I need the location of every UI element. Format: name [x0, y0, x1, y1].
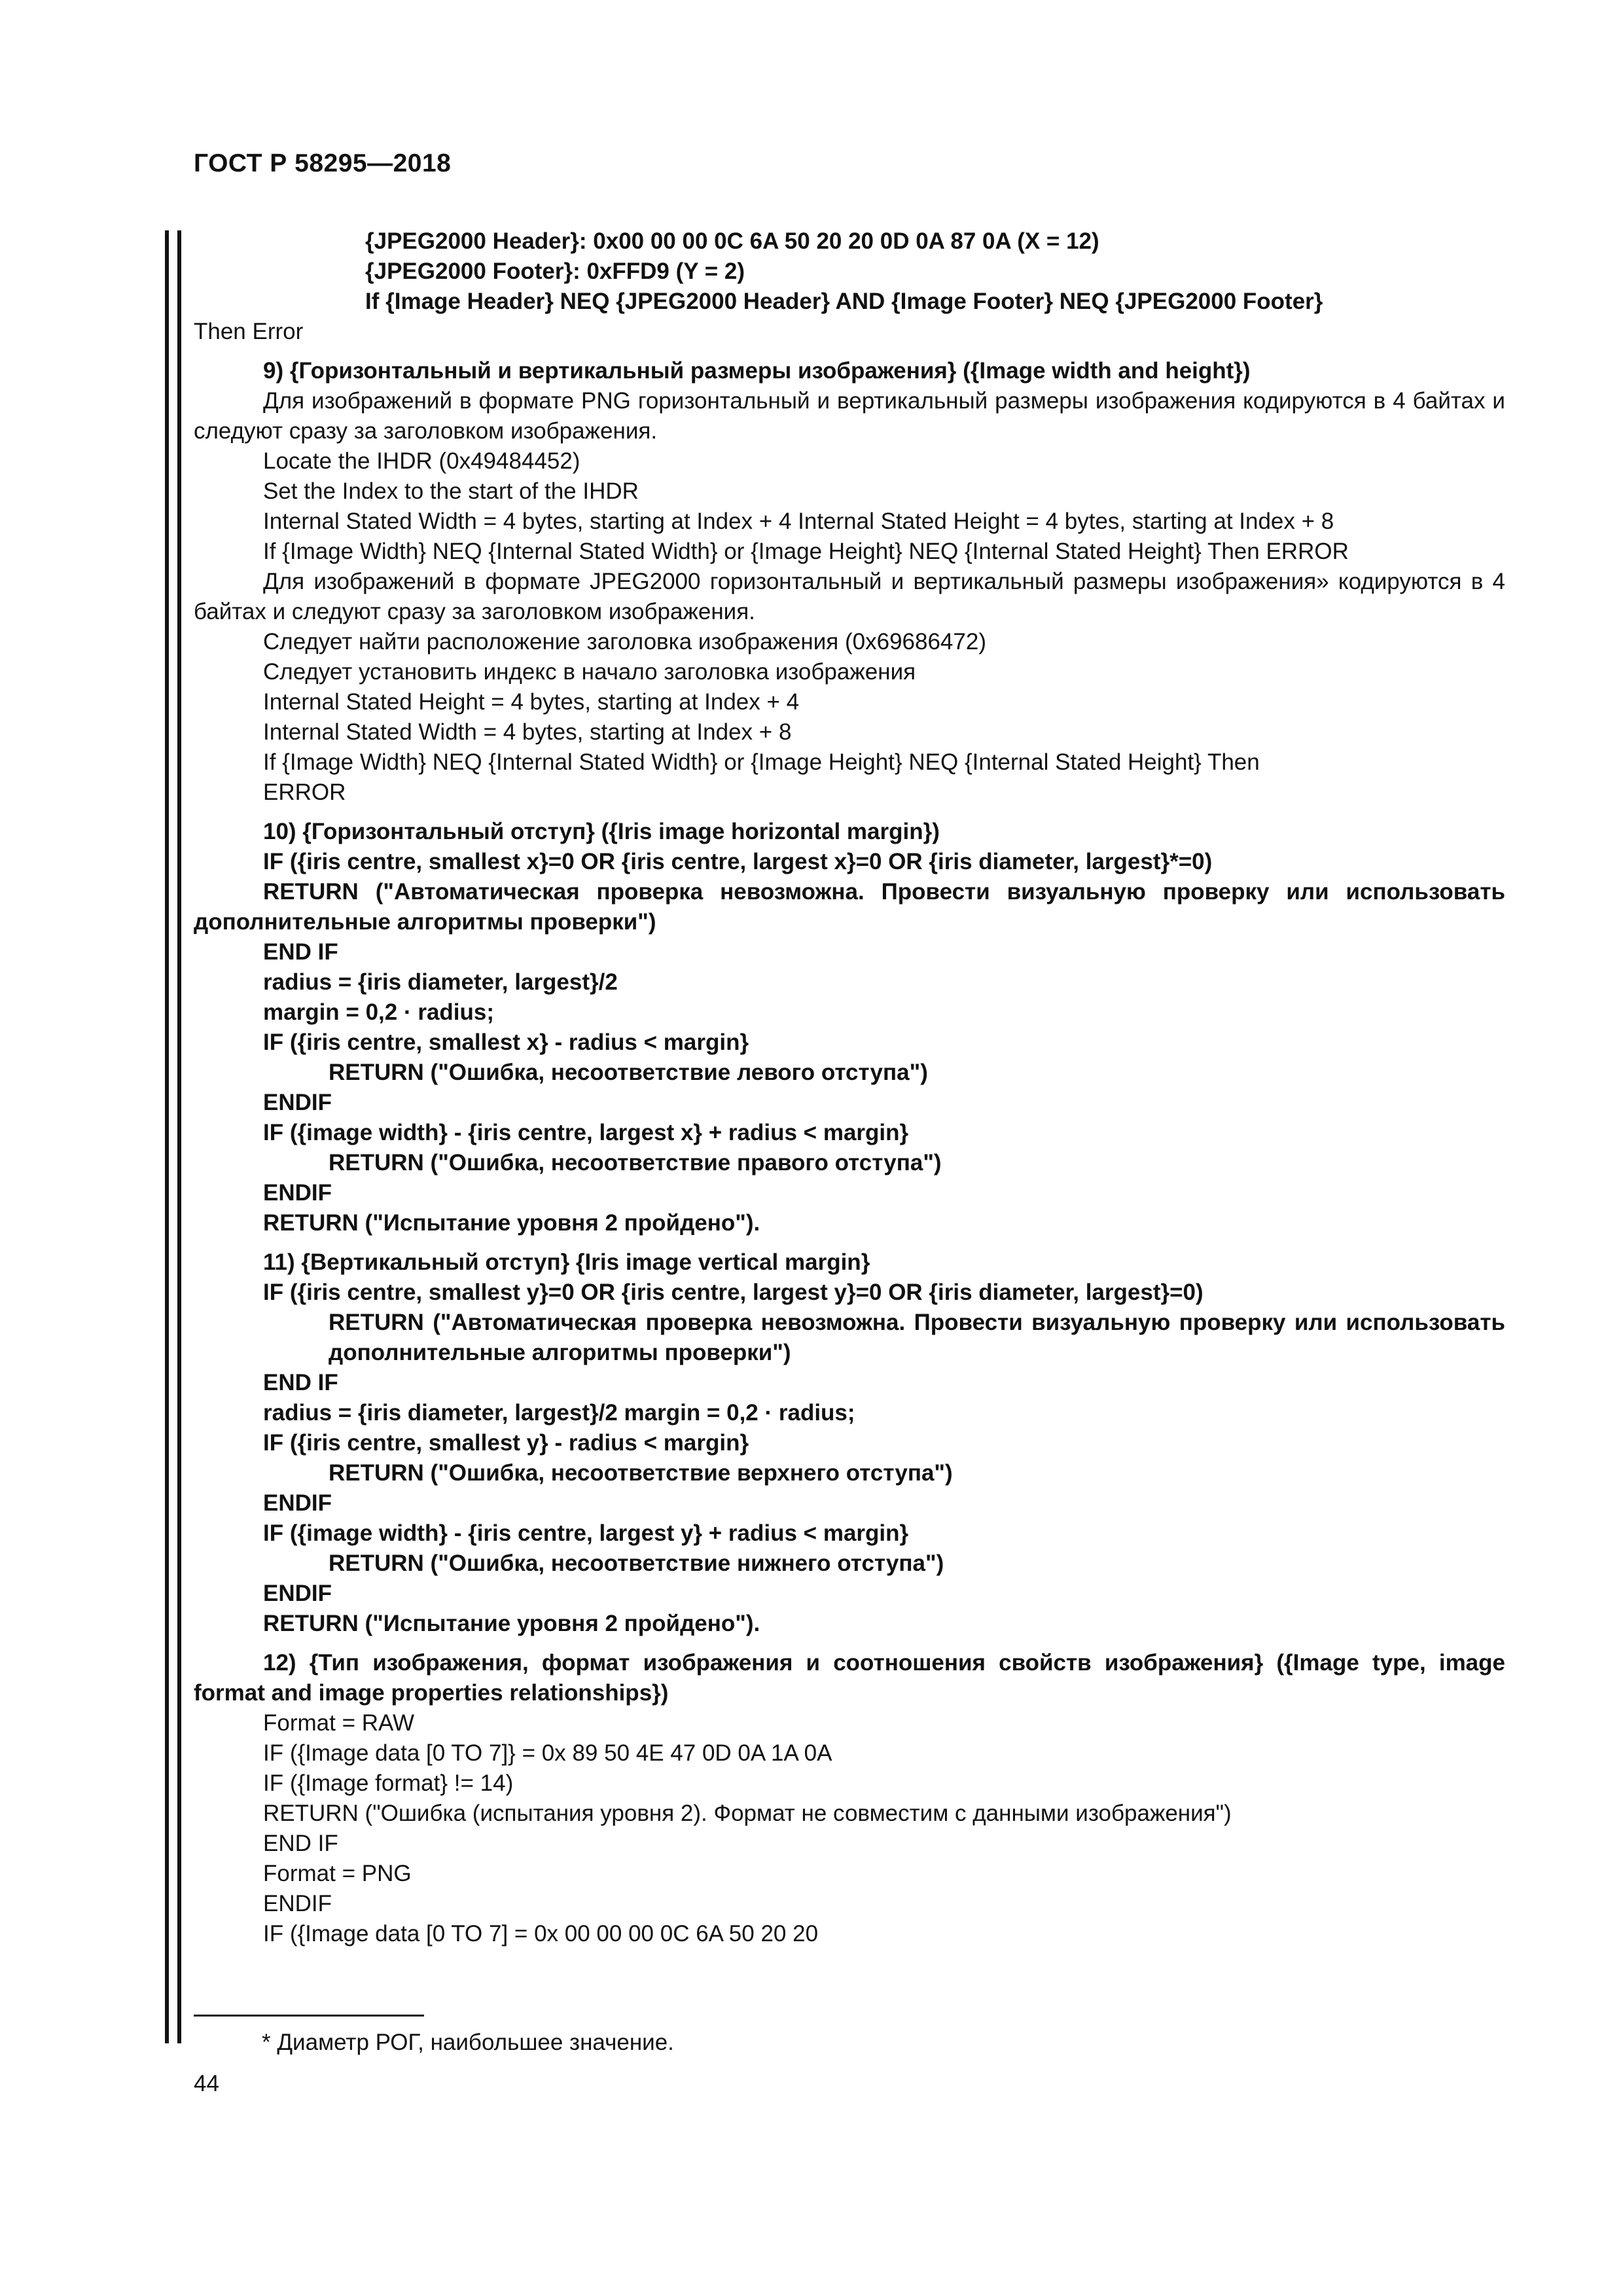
main-content: [194, 226, 1505, 1949]
code-line: IF ({iris centre, smallest x} - radius < margin}: [263, 1030, 749, 1055]
code-line: RETURN ("Ошибка, несоответствие правого отступа"): [329, 1150, 942, 1175]
footnote: * Диаметр РОГ, наибольшее значение.: [262, 2030, 674, 2055]
code-line: If {Image Width} NEQ {Internal Stated Width} or {Image Height} NEQ {Internal Stated Height} Then: [263, 749, 1260, 775]
page-number: 44: [194, 2071, 219, 2096]
code-line: Then Error: [194, 319, 304, 344]
footnote-separator: [194, 2015, 424, 2017]
code-line: RETURN ("Автоматическая проверка невозможна. Провести визуальную проверку или использовать дополнительные алгоритмы проверки"): [194, 879, 1505, 935]
code-line: END IF: [263, 1370, 338, 1395]
code-line: RETURN ("Автоматическая проверка невозможна. Провести визуальную проверку или использовать дополнительные алгоритмы проверки"): [329, 1310, 1505, 1365]
code-line: IF ({iris centre, smallest y}=0 OR {iris centre, largest y}=0 OR {iris diameter, largest}=0): [263, 1280, 1204, 1305]
code-line: RETURN ("Ошибка, несоответствие нижнего отступа"): [329, 1551, 944, 1576]
code-line: IF ({image width} - {iris centre, largest x} + radius < margin}: [263, 1120, 909, 1145]
code-line: Format = RAW: [263, 1710, 415, 1736]
code-line: END IF: [263, 1831, 338, 1856]
code-line: IF ({Image data [0 TO 7] = 0x 00 00 00 0C 6A 50 20 20: [263, 1921, 819, 1946]
code-line: ENDIF: [263, 1490, 332, 1516]
code-line: RETURN ("Испытание уровня 2 пройдено").: [263, 1210, 760, 1236]
code-line: margin = 0,2 · radius;: [263, 999, 495, 1025]
section-heading-12: 12) {Тип изображения, формат изображения и соотношения свойств изображения} ({Image type, image format and image properties relationships}): [194, 1650, 1505, 1706]
code-line: Locate the IHDR (0x49484452): [263, 448, 580, 474]
code-line: IF ({Image data [0 TO 7]} = 0x 89 50 4E 47 0D 0A 1A 0A: [263, 1740, 832, 1766]
section-heading-11: 11) {Вертикальный отступ} {Iris image vertical margin}: [263, 1249, 870, 1275]
code-line: IF ({iris centre, smallest y} - radius < margin}: [263, 1430, 749, 1456]
code-line: radius = {iris diameter, largest}/2 margin = 0,2 · radius;: [263, 1400, 855, 1426]
code-line: RETURN ("Испытание уровня 2 пройдено").: [263, 1611, 760, 1636]
code-line: ENDIF: [263, 1891, 332, 1916]
code-line: IF ({Image format} != 14): [263, 1770, 514, 1796]
code-line: END IF: [263, 939, 338, 965]
code-line: RETURN ("Ошибка, несоответствие верхнего отступа"): [329, 1460, 953, 1486]
code-line: ENDIF: [263, 1180, 332, 1206]
code-line: IF ({image width} - {iris centre, largest y} + radius < margin}: [263, 1520, 909, 1546]
code-line: Следует установить индекс в начало заголовка изображения: [263, 659, 916, 685]
code-line: Internal Stated Height = 4 bytes, starting at Index + 4: [263, 689, 800, 715]
code-line: Internal Stated Width = 4 bytes, starting at Index + 4 Internal Stated Height = 4 bytes, starting at Index + 8: [263, 509, 1334, 534]
code-line: RETURN ("Ошибка (испытания уровня 2). Формат не совместим с данными изображения"): [263, 1801, 1232, 1826]
code-line: Format = PNG: [263, 1861, 412, 1886]
document-header-title: ГОСТ Р 58295—2018: [194, 149, 452, 177]
code-line: Set the Index to the start of the IHDR: [263, 478, 639, 504]
code-line: RETURN ("Ошибка, несоответствие левого отступа"): [329, 1060, 928, 1085]
code-line: ERROR: [263, 780, 346, 805]
code-line: {JPEG2000 Footer}: 0xFFD9 (Y = 2): [365, 259, 745, 284]
code-line: Следует найти расположение заголовка изображения (0x69686472): [263, 629, 986, 655]
code-line: radius = {iris diameter, largest}/2: [263, 969, 618, 995]
section-heading-10: 10) {Горизонтальный отступ} ({Iris image horizontal margin}): [263, 819, 940, 844]
change-bar-right: [177, 230, 181, 2043]
code-line: If {Image Width} NEQ {Internal Stated Width} or {Image Height} NEQ {Internal Stated Height} Then ERROR: [263, 539, 1349, 564]
code-line: IF ({iris centre, smallest x}=0 OR {iris centre, largest x}=0 OR {iris diameter, largest}*=0): [263, 849, 1213, 874]
code-line: ENDIF: [263, 1581, 332, 1606]
section-heading-9: 9) {Горизонтальный и вертикальный размеры изображения} ({Image width and height}): [263, 358, 1251, 384]
code-line: Internal Stated Width = 4 bytes, starting at Index + 8: [263, 719, 792, 745]
code-line: {JPEG2000 Header}: 0x00 00 00 0C 6A 50 20 20 0D 0A 87 0A (X = 12): [365, 228, 1099, 254]
paragraph: Для изображений в формате PNG горизонтальный и вертикальный размеры изображения кодируются в 4 байтах и следуют сразу за заголовком изображения.: [194, 388, 1505, 444]
code-line: If {Image Header} NEQ {JPEG2000 Header} AND {Image Footer} NEQ {JPEG2000 Footer}: [365, 289, 1323, 314]
code-line: ENDIF: [263, 1090, 332, 1115]
change-bar-left: [165, 230, 169, 2043]
paragraph: Для изображений в формате JPEG2000 горизонтальный и вертикальный размеры изображения» кодируются в 4 байтах и следуют сразу за заголовком изображения.: [194, 569, 1505, 624]
